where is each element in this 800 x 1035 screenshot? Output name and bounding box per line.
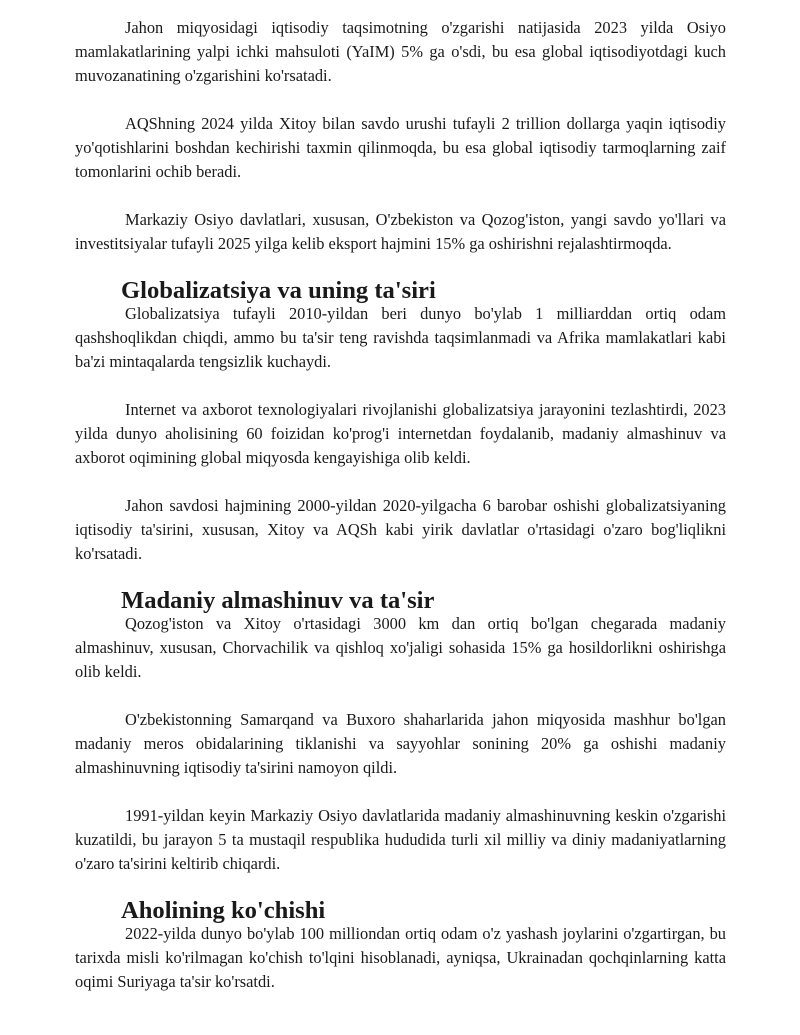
paragraph: Internet va axborot texnologiyalari rivojlanishi globalizatsiya jarayonini tezlashtirdi, 2023 yilda dunyo aholisining 60 foizidan ko'prog'i internetdan foydalanib, madaniy almashinuv va axborot oqimining global miqyosda kengayishiga olib keldi.: [75, 400, 726, 467]
paragraph: 1991-yildan keyin Markaziy Osiyo davlatlarida madaniy almashinuvning keskin o'zgarishi kuzatildi, bu jarayon 5 ta mustaqil respublika hududida turli xil milliy va diniy madaniyatlarning o'zaro ta'sirini keltirib chiqardi.: [75, 806, 726, 873]
paragraph: AQShning 2024 yilda Xitoy bilan savdo urushi tufayli 2 trillion dollarga yaqin iqtisodiy yo'qotishlarini boshdan kechirishi taxmin qilinmoqda, bu esa global iqtisodiy tarmoqlarning zaif tomonlarini ochib beradi.: [75, 114, 726, 181]
paragraph: Jahon miqyosidagi iqtisodiy taqsimotning o'zgarishi natijasida 2023 yilda Osiyo mamlakatlarining yalpi ichki mahsuloti (YaIM) 5% ga o'sdi, bu esa global iqtisodiyotdagi kuch muvozanatining o'zgarishini ko'rsatadi.: [75, 18, 726, 85]
document-page: [75, 16, 726, 994]
paragraph: Globalizatsiya tufayli 2010-yildan beri dunyo bo'ylab 1 milliarddan ortiq odam qashshoqlikdan chiqdi, ammo bu ta'sir teng ravishda taqsimlanmadi va Afrika mamlakatlari kabi ba'zi mintaqalarda tengsizlik kuchaydi.: [75, 304, 726, 371]
paragraph: Markaziy Osiyo davlatlari, xususan, O'zbekiston va Qozog'iston, yangi savdo yo'llari va investitsiyalar tufayli 2025 yilga kelib eksport hajmini 15% ga oshirishni rejalashtirmoqda.: [75, 210, 726, 253]
paragraph: Jahon savdosi hajmining 2000-yildan 2020-yilgacha 6 barobar oshishi globalizatsiyaning iqtisodiy ta'sirini, xususan, Xitoy va AQSh kabi yirik davlatlar o'rtasidagi o'zaro bog'liqlikni ko'rsatadi.: [75, 496, 726, 563]
paragraph: O'zbekistonning Samarqand va Buxoro shaharlarida jahon miqyosida mashhur bo'lgan madaniy meros obidalarining tiklanishi va sayyohlar sonining 20% ga oshishi madaniy almashinuvning iqtisodiy ta'sirini namoyon qildi.: [75, 710, 726, 777]
section-heading-migration: Aholining ko'chishi: [121, 897, 326, 924]
paragraph: 2022-yilda dunyo bo'ylab 100 milliondan ortiq odam o'z yashash joylarini o'zgartirgan, bu tarixda misli ko'rilmagan ko'chish to'lqini hisoblanadi, ayniqsa, Ukrainadan qochqinlarning katta oqimi Suriyaga ta'sir ko'rsatdi.: [75, 924, 726, 991]
paragraph: Qozog'iston va Xitoy o'rtasidagi 3000 km dan ortiq bo'lgan chegarada madaniy almashinuv, xususan, Chorvachilik va qishloq xo'jaligi sohasida 15% ga hosildorlikni oshirishga olib keldi.: [75, 614, 726, 681]
section-heading-cultural-exchange: Madaniy almashinuv va ta'sir: [121, 587, 435, 614]
section-heading-globalization: Globalizatsiya va uning ta'siri: [121, 277, 436, 304]
